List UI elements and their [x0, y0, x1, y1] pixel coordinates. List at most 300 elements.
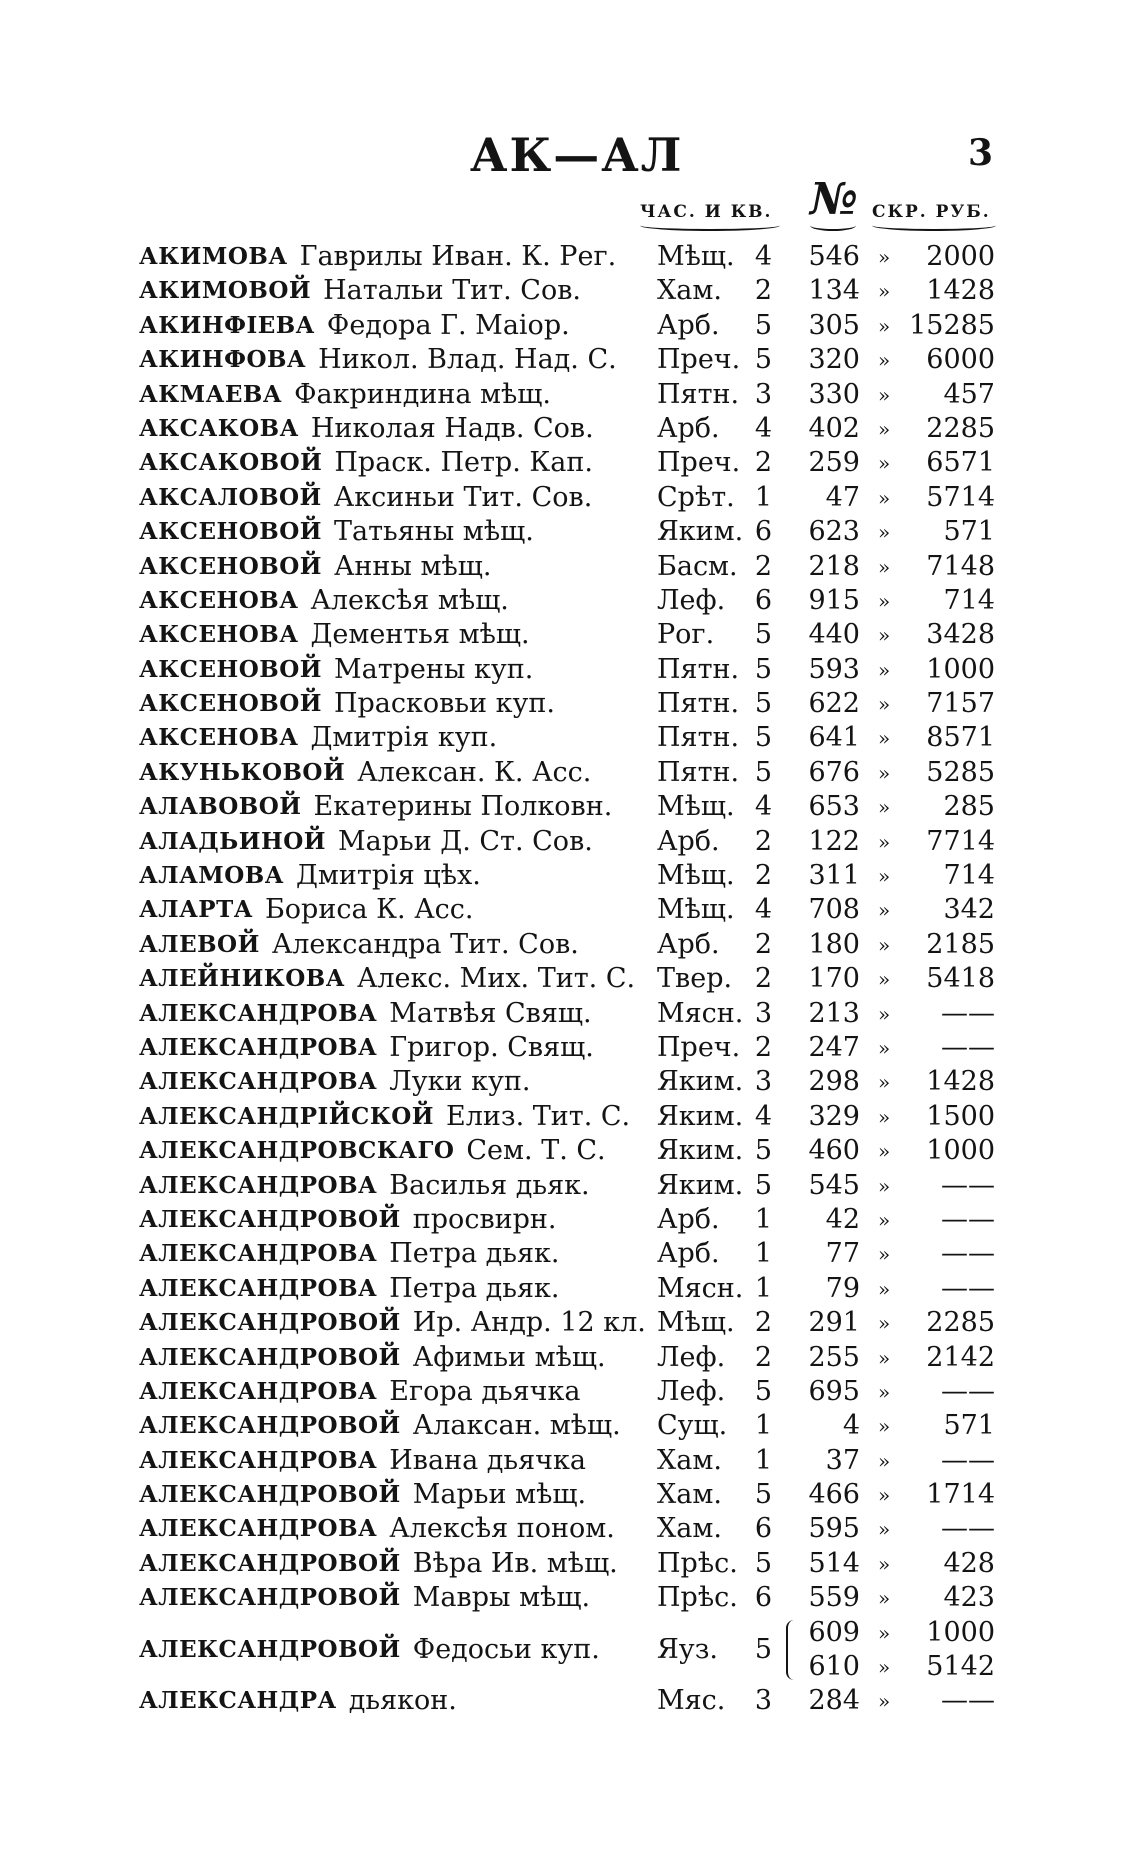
list-item — [0, 928, 1140, 962]
entry-ditto-mark: » — [878, 485, 891, 510]
entry-sum: 1714 — [926, 1479, 995, 1511]
entry-quarter: 5 — [754, 1547, 772, 1579]
entry-quarter: 5 — [754, 1375, 772, 1407]
entry-surname: АКСАКОВА — [139, 414, 299, 442]
entry-sum: 423 — [943, 1582, 995, 1614]
entry-sum: 6000 — [926, 344, 995, 376]
entry-house-number: 440 — [808, 619, 860, 651]
page-number: 3 — [968, 132, 994, 174]
list-item — [0, 790, 1140, 824]
entry-quarter: 2 — [754, 447, 772, 479]
entry-sum: 2285 — [926, 412, 995, 444]
brace-number — [810, 220, 856, 231]
entry-details: Дмитрія куп. — [310, 722, 498, 754]
entry-quarter: 6 — [754, 584, 772, 616]
entry-district: Арб. — [657, 1203, 720, 1235]
entry-quarter: 3 — [754, 1684, 772, 1716]
entry-house-number: 641 — [808, 722, 860, 754]
entry-ditto-mark: » — [878, 1448, 891, 1473]
entry-details: Григор. Свящ. — [389, 1031, 594, 1063]
entry-house-number: 218 — [808, 550, 860, 582]
entry-surname: АЛЕКСАНДРОВА — [139, 1446, 378, 1474]
entry-surname: АКСАЛОВОЙ — [139, 483, 322, 511]
entry-house-number: 122 — [808, 825, 860, 857]
list-item — [0, 1203, 1140, 1237]
entry-surname: АЛЕКСАНДРОВОЙ — [139, 1412, 401, 1440]
entry-sum: 15285 — [909, 309, 995, 341]
list-item — [0, 1409, 1140, 1443]
entry-sum: —— — [941, 997, 995, 1029]
entry-house-number: 259 — [808, 447, 860, 479]
entry-sum: 5418 — [926, 963, 995, 995]
entry-district: Яким. — [657, 1100, 744, 1132]
entry-quarter: 5 — [754, 1135, 772, 1167]
entry-ditto-mark: » — [878, 245, 891, 269]
entry-surname: АКСЕНОВА — [139, 586, 299, 614]
entry-district: Арб. — [657, 928, 720, 960]
entry-house-number: 37 — [825, 1444, 860, 1476]
entry-details: Анны мѣщ. — [333, 550, 492, 582]
entry-ditto-mark: » — [878, 1276, 891, 1301]
entry-house-number: 330 — [808, 378, 860, 410]
entry-sum: 1000 — [926, 1616, 995, 1648]
entry-quarter: 1 — [754, 1410, 772, 1442]
entry-quarter: 2 — [754, 550, 772, 582]
entry-ditto-mark: » — [878, 657, 891, 682]
entry-ditto-mark: » — [878, 1035, 891, 1060]
list-item — [0, 687, 1140, 721]
entry-details: дьякон. — [348, 1684, 457, 1716]
entry-sum: —— — [941, 1238, 995, 1270]
list-item — [0, 1547, 1140, 1581]
entry-quarter: 5 — [754, 653, 772, 685]
list-item — [0, 618, 1140, 652]
entry-sum: —— — [941, 1031, 995, 1063]
list-item — [0, 1512, 1140, 1546]
entry-district: Твер. — [657, 963, 733, 995]
entry-house-number: 623 — [808, 516, 860, 548]
entry-district: Леф. — [657, 1375, 726, 1407]
entry-sum: 6571 — [926, 447, 995, 479]
entry-house-number: 4 — [842, 1410, 860, 1442]
entry-ditto-mark: » — [878, 279, 891, 304]
entry-surname: АЛЕКСАНДРОВА — [139, 999, 378, 1027]
entry-sum: 1000 — [926, 1135, 995, 1167]
entry-sum: 3428 — [926, 619, 995, 651]
entry-house-number: 170 — [808, 963, 860, 995]
entry-district: Пятн. — [657, 722, 740, 754]
entry-sum: 714 — [943, 584, 995, 616]
entry-ditto-mark: » — [878, 1620, 891, 1645]
entry-house-number: 460 — [808, 1135, 860, 1167]
entry-surname: АЛЕКСАНДРОВА — [139, 1033, 378, 1061]
entry-surname: АЛЕКСАНДРОВСКАГО — [139, 1137, 455, 1165]
entry-details: Александра Тит. Сов. — [271, 928, 579, 960]
entry-quarter: 1 — [754, 1272, 772, 1304]
list-item — [0, 550, 1140, 584]
entry-details: Петра дьяк. — [389, 1272, 560, 1304]
entry-details: Никол. Влад. Над. С. — [318, 344, 617, 376]
entry-details: Вѣра Ив. мѣщ. — [412, 1547, 618, 1579]
entry-ditto-mark: » — [878, 313, 891, 338]
list-item — [0, 1341, 1140, 1375]
entry-house-number: 180 — [808, 928, 860, 960]
entry-district: Мясн. — [657, 1272, 744, 1304]
entry-quarter: 2 — [754, 1031, 772, 1063]
entry-sum: 428 — [943, 1547, 995, 1579]
entry-surname: АКСЕНОВА — [139, 724, 299, 752]
entry-quarter: 1 — [754, 1238, 772, 1270]
list-item — [0, 721, 1140, 755]
entry-surname: АКИМОВОЙ — [139, 277, 312, 305]
entry-surname: АКСЕНОВОЙ — [139, 690, 322, 718]
entry-district: Прѣс. — [657, 1582, 738, 1614]
entry-ditto-mark: » — [878, 520, 891, 545]
entry-quarter: 6 — [754, 1513, 772, 1545]
entry-sum: —— — [941, 1444, 995, 1476]
entry-surname: АЛЕКСАНДРОВА — [139, 1515, 378, 1543]
entry-district: Прѣс. — [657, 1547, 738, 1579]
list-item — [0, 1306, 1140, 1340]
entry-surname: АКИМОВА — [139, 243, 288, 270]
entry-quarter: 5 — [754, 344, 772, 376]
list-item — [0, 1444, 1140, 1478]
entry-sum: 571 — [943, 516, 995, 548]
entry-surname: АЛЕКСАНДРА — [139, 1686, 337, 1714]
list-item — [0, 1478, 1140, 1512]
entry-house-number: 77 — [825, 1238, 860, 1270]
entry-quarter: 1 — [754, 481, 772, 513]
entry-ditto-mark: » — [878, 1345, 891, 1370]
list-item — [0, 1272, 1140, 1306]
entry-details: Алексѣя поном. — [389, 1513, 615, 1545]
entry-ditto-mark: » — [878, 1379, 891, 1404]
entry-ditto-mark: » — [878, 348, 891, 373]
entry-surname: АКУНЬКОВОЙ — [139, 758, 346, 786]
entry-district: Хам. — [657, 1513, 722, 1545]
entry-ditto-mark: » — [878, 1242, 891, 1267]
entry-ditto-mark: » — [878, 623, 891, 648]
entry-quarter: 4 — [754, 1100, 772, 1132]
list-item — [0, 412, 1140, 446]
entry-details: Марьи мѣщ. — [412, 1479, 587, 1511]
entry-sum: —— — [941, 1272, 995, 1304]
list-item — [0, 274, 1140, 308]
entry-surname: АЛЕКСАНДРОВОЙ — [139, 1584, 401, 1612]
entry-details: Матрены куп. — [333, 653, 534, 685]
entry-house-number: 255 — [808, 1341, 860, 1373]
entry-quarter: 6 — [754, 1582, 772, 1614]
entry-details: Татьяны мѣщ. — [333, 516, 534, 548]
entry-details: Праск. Петр. Кап. — [334, 447, 593, 479]
entry-district: Хам. — [657, 1444, 722, 1476]
entry-surname: АЛЕКСАНДРОВОЙ — [139, 1309, 401, 1337]
entry-house-number: 329 — [808, 1100, 860, 1132]
entry-details: Аксиньи Тит. Сов. — [333, 481, 593, 513]
entry-sum: —— — [941, 1203, 995, 1235]
entry-surname: АЛЕКСАНДРОВОЙ — [139, 1481, 401, 1509]
entry-sum: 714 — [943, 860, 995, 892]
entry-district: Хам. — [657, 275, 722, 307]
entry-house-number: 402 — [808, 412, 860, 444]
entry-district: Мѣщ. — [657, 1307, 735, 1339]
entry-ditto-mark: » — [878, 829, 891, 854]
entry-surname: АЛЕКСАНДРОВА — [139, 1171, 378, 1199]
entry-district: Срѣт. — [657, 481, 735, 513]
entry-house-number: 134 — [808, 275, 860, 307]
entry-house-number: 320 — [808, 344, 860, 376]
entry-quarter: 2 — [754, 1307, 772, 1339]
entry-house-number: 695 — [808, 1375, 860, 1407]
list-item — [0, 653, 1140, 687]
entry-ditto-mark: » — [878, 451, 891, 476]
entry-details: Алаксан. мѣщ. — [412, 1410, 621, 1442]
entry-details: Алекс. Мих. Тит. С. — [356, 963, 636, 995]
entry-district: Леф. — [657, 1341, 726, 1373]
list-item — [0, 756, 1140, 790]
list-item — [0, 1169, 1140, 1203]
entry-ditto-mark: » — [878, 932, 891, 957]
entry-quarter: 5 — [754, 309, 772, 341]
entry-quarter: 2 — [754, 275, 772, 307]
entry-house-number: 247 — [808, 1031, 860, 1063]
entry-district: Арб. — [657, 1238, 720, 1270]
entry-sum: —— — [941, 1375, 995, 1407]
list-item — [0, 240, 1140, 274]
entry-quarter: 4 — [754, 412, 772, 444]
entry-district: Арб. — [657, 825, 720, 857]
entry-sum: 7148 — [926, 550, 995, 582]
entry-quarter: 4 — [754, 894, 772, 926]
entry-sum: 5285 — [926, 756, 995, 788]
entry-sum: 457 — [943, 378, 995, 410]
entry-details: Егора дьячка — [389, 1375, 581, 1407]
entry-surname: АЛЕКСАНДРОВОЙ — [139, 1549, 401, 1577]
brace-sum — [872, 220, 996, 231]
entry-surname: АЛАДЬИНОЙ — [139, 827, 326, 855]
entry-house-number: 213 — [808, 997, 860, 1029]
list-item — [0, 997, 1140, 1031]
entry-surname: АЛЕЙНИКОВА — [139, 965, 345, 993]
entry-house-number: 79 — [825, 1272, 860, 1304]
list-item — [0, 1134, 1140, 1168]
entry-surname: АЛЕКСАНДРОВОЙ — [139, 1205, 401, 1233]
entry-house-number: 42 — [825, 1203, 860, 1235]
list-item — [0, 1031, 1140, 1065]
entry-details: Факриндина мѣщ. — [294, 378, 551, 410]
entry-quarter: 2 — [754, 825, 772, 857]
brace-part — [640, 220, 780, 231]
entry-ditto-mark: » — [878, 967, 891, 992]
entry-sum: 5142 — [926, 1650, 995, 1682]
entry-district: Леф. — [657, 584, 726, 616]
entry-details: Василья дьяк. — [389, 1169, 590, 1201]
entry-details: Николая Надв. Сов. — [310, 412, 594, 444]
entry-surname: АЛЕКСАНДРОВА — [139, 1240, 378, 1268]
entry-district: Мѣщ. — [657, 860, 735, 892]
entry-details: Афимьи мѣщ. — [412, 1341, 606, 1373]
entry-details: Сем. Т. С. — [466, 1135, 606, 1167]
entry-house-number: 622 — [808, 688, 860, 720]
entry-surname: АЛЕКСАНДРОВА — [139, 1274, 378, 1302]
entry-quarter: 2 — [754, 860, 772, 892]
entry-quarter: 2 — [754, 928, 772, 960]
entry-quarter: 5 — [754, 619, 772, 651]
entry-ditto-mark: » — [878, 795, 891, 820]
entry-details: Натальи Тит. Сов. — [323, 275, 582, 307]
entry-sum: 2000 — [926, 241, 995, 272]
entry-details: Елиз. Тит. С. — [446, 1100, 631, 1132]
entry-district: Пятн. — [657, 756, 740, 788]
entry-ditto-mark: » — [878, 1173, 891, 1198]
entry-district: Сущ. — [657, 1410, 728, 1442]
entry-quarter: 3 — [754, 1066, 772, 1098]
entry-details: Ивана дьячка — [389, 1444, 586, 1476]
entry-ditto-mark: » — [878, 1207, 891, 1232]
entry-ditto-mark: » — [878, 1551, 891, 1576]
list-item — [0, 1237, 1140, 1271]
entry-sum: —— — [941, 1513, 995, 1545]
entry-quarter: 3 — [754, 378, 772, 410]
entry-house-number: 291 — [808, 1307, 860, 1339]
entry-details: просвирн. — [412, 1203, 557, 1235]
entry-surname: АЛЕКСАНДРОВА — [139, 1377, 378, 1405]
entry-sum: 7157 — [926, 688, 995, 720]
entry-district: Преч. — [657, 1031, 741, 1063]
entry-sum: 1000 — [926, 653, 995, 685]
entry-details: Алексѣя мѣщ. — [310, 584, 509, 616]
list-item — [0, 515, 1140, 549]
entry-sum: 285 — [943, 791, 995, 823]
list-item — [0, 1581, 1140, 1615]
entry-surname: АКСЕНОВОЙ — [139, 552, 322, 580]
entry-details: Ир. Андр. 12 кл. — [412, 1307, 646, 1339]
entry-quarter: 2 — [754, 1341, 772, 1373]
entry-details: Петра дьяк. — [389, 1238, 560, 1270]
entry-sum: 1428 — [926, 275, 995, 307]
entry-district: Хам. — [657, 1479, 722, 1511]
entry-sum: 342 — [943, 894, 995, 926]
entry-surname: АЛЕКСАНДРОВОЙ — [139, 1343, 401, 1371]
entry-sum: 5714 — [926, 481, 995, 513]
entry-house-number: 284 — [808, 1684, 860, 1716]
entry-surname: АЛАРТА — [139, 896, 253, 924]
entry-quarter: 1 — [754, 1203, 772, 1235]
entry-sum: 2185 — [926, 928, 995, 960]
entry-surname: АКСЕНОВОЙ — [139, 518, 322, 546]
list-item — [0, 378, 1140, 412]
entry-house-number: 595 — [808, 1513, 860, 1545]
entry-details: Алексан. К. Асс. — [357, 756, 592, 788]
entry-quarter: 3 — [754, 997, 772, 1029]
entry-district: Яуз. — [657, 1633, 719, 1665]
entry-ditto-mark: » — [878, 1517, 891, 1542]
entry-details: Марьи Д. Ст. Сов. — [337, 825, 593, 857]
entry-surname: АЛАВОВОЙ — [139, 793, 302, 821]
list-item — [0, 1616, 1140, 1684]
entry-sum: 571 — [943, 1410, 995, 1442]
entry-surname: АКМАЕВА — [139, 380, 283, 408]
entry-house-number: 676 — [808, 756, 860, 788]
entry-house-number: 610 — [808, 1650, 860, 1682]
entry-quarter: 1 — [754, 1444, 772, 1476]
entry-house-number: 609 — [808, 1616, 860, 1648]
entry-house-number: 298 — [808, 1066, 860, 1098]
list-item — [0, 446, 1140, 480]
entry-quarter: 5 — [754, 1633, 772, 1665]
entry-district: Яким. — [657, 1135, 744, 1167]
column-header-number: № — [810, 174, 858, 225]
entry-surname: АЛЕКСАНДРОВА — [139, 1068, 378, 1096]
list-item — [0, 962, 1140, 996]
entry-details: Гаврилы Иван. К. Рег. — [299, 241, 617, 272]
curly-brace — [786, 1620, 798, 1680]
entry-details: Бориса К. Асс. — [264, 894, 474, 926]
entry-details: Федора Г. Маіор. — [326, 309, 570, 341]
entry-surname: АЛЕКСАНДРОВОЙ — [139, 1635, 401, 1663]
entry-ditto-mark: » — [878, 1001, 891, 1026]
entry-details: Матвѣя Свящ. — [389, 997, 592, 1029]
entry-sum: —— — [941, 1169, 995, 1201]
entry-details: Екатерины Полковн. — [313, 791, 613, 823]
entry-ditto-mark: » — [878, 1414, 891, 1439]
entry-district: Рог. — [657, 619, 715, 651]
entry-surname: АКСАКОВОЙ — [139, 449, 323, 477]
entry-ditto-mark: » — [878, 382, 891, 407]
entry-district: Мяс. — [657, 1684, 726, 1716]
entry-sum: 2285 — [926, 1307, 995, 1339]
entry-details: Федосьи куп. — [412, 1633, 600, 1665]
entry-details: Луки куп. — [389, 1066, 531, 1098]
entry-district: Пятн. — [657, 688, 740, 720]
entry-sum: 2142 — [926, 1341, 995, 1373]
entry-sum: 7714 — [926, 825, 995, 857]
entry-details: Дмитрія цѣх. — [295, 860, 481, 892]
entry-ditto-mark: » — [878, 1104, 891, 1129]
entry-house-number: 466 — [808, 1479, 860, 1511]
entry-quarter: 5 — [754, 688, 772, 720]
entry-district: Мѣщ. — [657, 241, 735, 272]
list-item — [0, 343, 1140, 377]
entry-district: Мѣщ. — [657, 791, 735, 823]
entry-house-number: 514 — [808, 1547, 860, 1579]
entry-list — [0, 240, 1140, 1718]
entry-sum: 8571 — [926, 722, 995, 754]
entry-ditto-mark: » — [878, 760, 891, 785]
entry-district: Яким. — [657, 1169, 744, 1201]
entry-quarter: 5 — [754, 1479, 772, 1511]
entry-details: Мавры мѣщ. — [412, 1582, 591, 1614]
entry-sum: —— — [941, 1684, 995, 1716]
column-header-part: ЧАС. И КВ. — [640, 202, 773, 222]
entry-ditto-mark: » — [878, 1586, 891, 1611]
entry-district: Арб. — [657, 412, 720, 444]
list-item — [0, 825, 1140, 859]
entry-sum: 1500 — [926, 1100, 995, 1132]
entry-district: Мясн. — [657, 997, 744, 1029]
entry-details: Прасковьи куп. — [333, 688, 555, 720]
entry-ditto-mark: » — [878, 1311, 891, 1336]
entry-surname: АЛЕВОЙ — [139, 930, 260, 958]
entry-house-number: 559 — [808, 1582, 860, 1614]
entry-house-number: 305 — [808, 309, 860, 341]
entry-quarter: 5 — [754, 722, 772, 754]
list-item — [0, 893, 1140, 927]
entry-ditto-mark: » — [878, 898, 891, 923]
entry-surname: АЛЕКСАНДРІЙСКОЙ — [139, 1102, 435, 1130]
entry-ditto-mark: » — [878, 864, 891, 889]
entry-surname: АКИНФОВА — [139, 346, 307, 374]
